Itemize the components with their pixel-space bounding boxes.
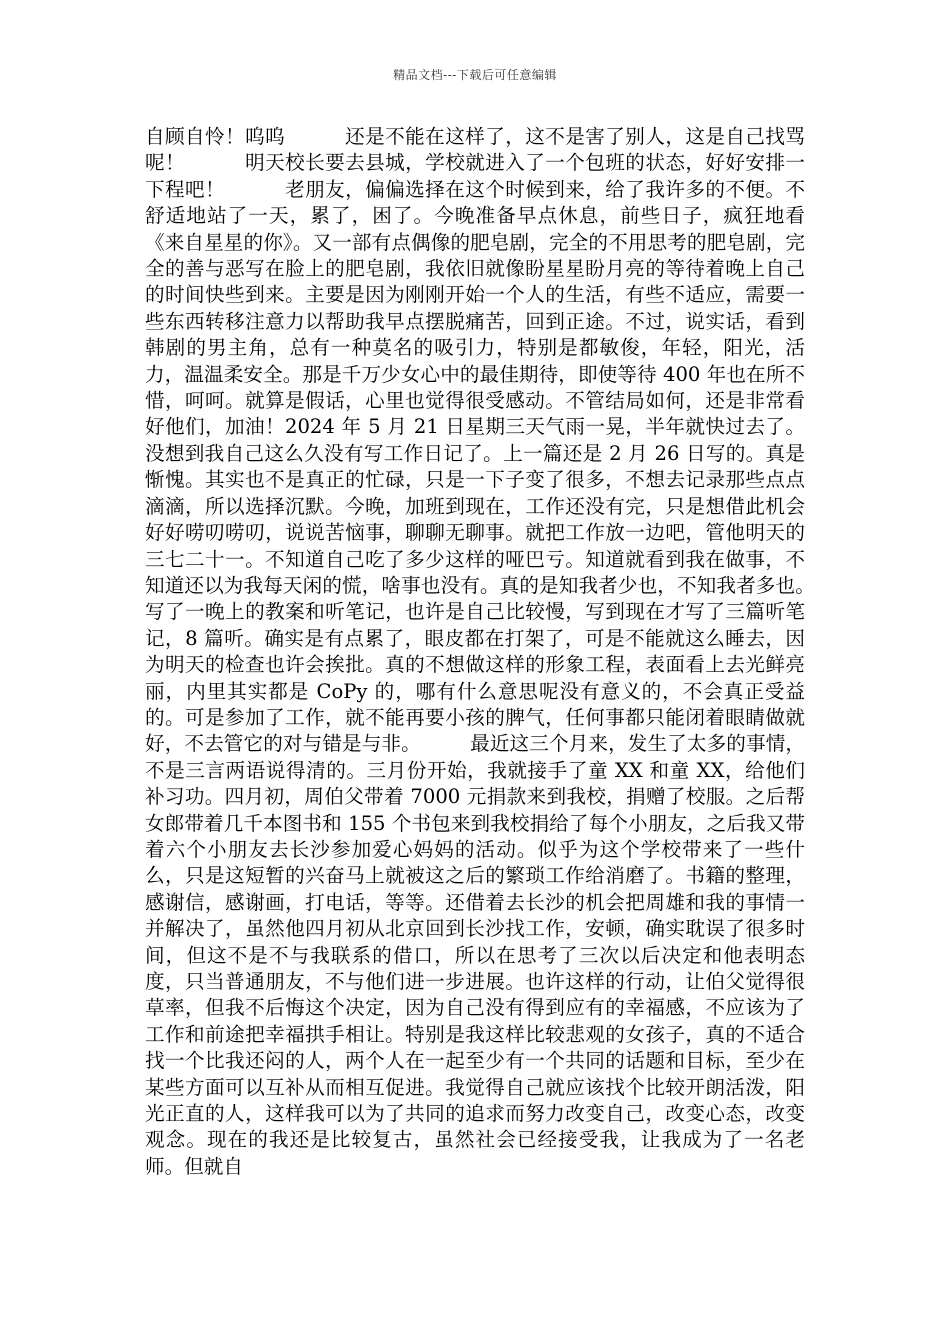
page-header: 精品文档---下载后可任意编辑 (393, 68, 557, 82)
document-body: 自顾自怜！呜呜 还是不能在这样了，这不是害了别人，这是自己找骂呢！ 明天校长要去县城，学校就进入了一个包班的状态，好好安排一下程吧！ 老朋友，偏偏选择在这个时候到来，给了我许多的不便。不舒适地站了一天，累了，困了。今晚准备早点休息，前些日子，疯狂地看《来自星星的你》。又一部有点偶像的肥皂剧，完全的不用思考的肥皂剧，完全的善与恶写在脸上的肥皂剧，我依旧就像盼星星盼月亮的等待着晚上自己的时间快些到来。主要是因为刚刚开始一个人的生活，有些不适应，需要一些东西转移注意力以帮助我早点摆脱痛苦，回到正途。不过，说实话，看到韩剧的男主角，总有一种莫名的吸引力，特别是都敏俊，年轻，阳光，活力，温温柔安全。那是千万少女心中的最佳期待，即使等待 400 年也在所不惜，呵呵。就算是假话，心里也觉得很受感动。不管结局如何，还是非常看好他们，加油！2024 年 5 月 21 日星期三天气雨一晃，半年就快过去了。没想到我自己这么久没有写工作日记了。上一篇还是 2 月 26 日写的。真是惭愧。其实也不是真正的忙碌，只是一下子变了很多，不想去记录那些点点滴滴，所以选择沉默。今晚，加班到现在，工作还没有完，只是想借此机会好好唠叨唠叨，说说苦恼事，聊聊无聊事。就把工作放一边吧，管他明天的三七二十一。不知道自己吃了多少这样的哑巴亏。知道就看到我在做事，不知道还以为我每天闲的慌，啥事也没有。真的是知我者少也，不知我者多也。 写了一晚上的教案和听笔记，也许是自己比较慢，写到现在才写了三篇听笔记，8 篇听。确实是有点累了，眼皮都在打架了，可是不能就这么睡去，因为明天的检查也许会挨批。真的不想做这样的形象工程，表面看上去光鲜亮丽，内里其实都是 CoPy 的，哪有什么意思呢没有意义的，不会真正受益的。可是参加了工作，就不能再要小孩的脾气，任何事都只能闭着眼睛做就好，不去管它的对与错是与非。 最近这三个月来，发生了太多的事情，不是三言两语说得清的。三月份开始，我就接手了童 XX 和童 XX，给他们补习功。四月初，周伯父带着 7000 元捐款来到我校，捐赠了校服。之后帮女郎带着几千本图书和 155 个书包来到我校捐给了每个小朋友，之后我又带着六个小朋友去长沙参加爱心妈妈的活动。似乎为这个学校带来了一些什么，只是这短暂的兴奋马上就被这之后的繁琐工作给消磨了。书籍的整理，感谢信，感谢画，打电话，等等。还借着去长沙的机会把周雄和我的事情一并解决了，虽然他四月初从北京回到长沙找工作，安顿，确实耽误了很多时间，但这不是不与我联系的借口，所以在思考了三次以后决定和他表明态度，只当普通朋友，不与他们进一步进展。也许这样的行动，让伯父觉得很草率，但我不后悔这个决定，因为自己没有得到应有的幸福感，不应该为了工作和前途把幸福拱手相让。特别是我这样比较悲观的女孩子，真的不适合找一个比我还闷的人，两个人在一起至少有一个共同的话题和目标，至少在某些方面可以互补从而相互促进。我觉得自己就应该找个比较开朗活泼，阳光正直的人，这样我可以为了共同的追求而努力改变自己，改变心态，改变观念。现在的我还是比较复古，虽然社会已经接受我，让我成为了一名老师。但就自 (145, 125, 864, 1178)
